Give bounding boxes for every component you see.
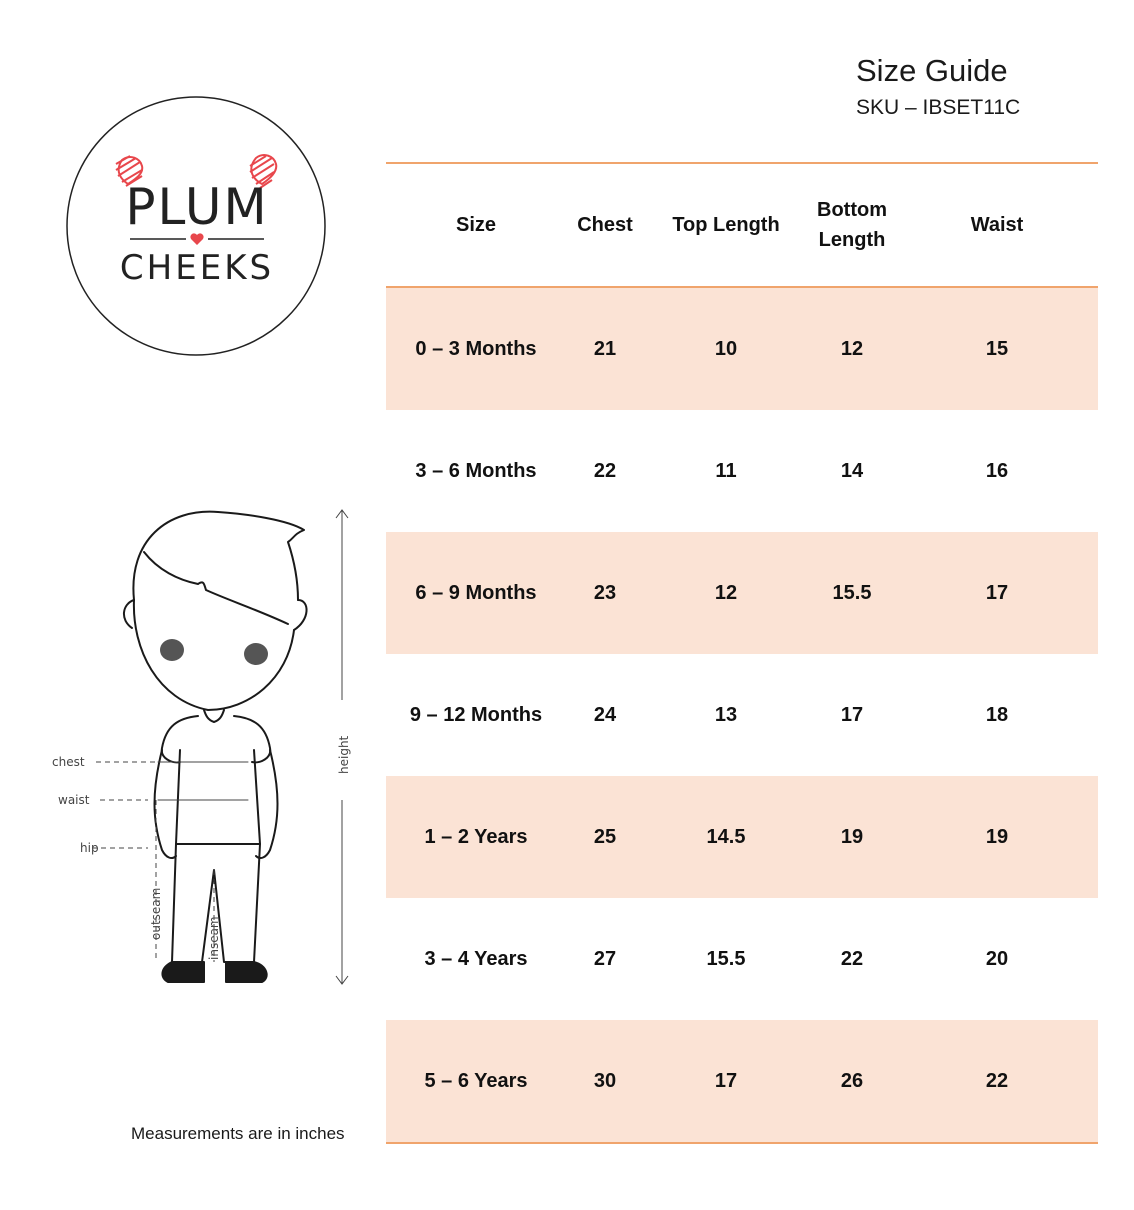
cell-top-length: 15.5: [706, 948, 746, 970]
cell-chest: 24: [593, 704, 617, 726]
cell-waist: 15: [985, 338, 1009, 360]
logo-text-plum: PLUM: [125, 178, 269, 236]
cell-waist: 22: [985, 1070, 1009, 1092]
cell-chest: 21: [593, 338, 617, 360]
cell-bottom-length: 19: [840, 826, 864, 848]
cell-waist: 17: [985, 582, 1009, 604]
cell-chest: 30: [593, 1070, 617, 1092]
table-bottom-rule: [386, 1142, 1098, 1144]
col-header-bottom-length-line1: Bottom: [817, 199, 887, 221]
cell-bottom-length: 26: [840, 1070, 864, 1092]
hip-label: hip: [80, 841, 99, 855]
logo-text-cheeks: CHEEKS: [119, 248, 275, 288]
cell-chest: 23: [593, 582, 617, 604]
page-title: Size Guide: [856, 53, 1008, 88]
brand-logo: [66, 96, 326, 356]
cell-bottom-length: 14: [840, 460, 864, 482]
table-row: [386, 410, 1098, 532]
cell-chest: 27: [593, 948, 617, 970]
col-header-bottom-length-line2: Length: [818, 229, 886, 251]
height-label: height: [337, 735, 351, 774]
cell-chest: 22: [593, 460, 617, 482]
col-header-bottom-length: [808, 195, 896, 255]
cell-size: 1 – 2 Years: [424, 826, 528, 848]
cell-top-length: 11: [715, 460, 737, 482]
cell-top-length: 17: [714, 1070, 738, 1092]
outseam-label: outseam: [149, 887, 163, 940]
sku-label: SKU – IBSET11C: [856, 96, 1021, 119]
table-row: [386, 1020, 1098, 1142]
cell-bottom-length: 15.5: [832, 582, 872, 604]
cheek-left-icon: [160, 639, 184, 661]
chest-label: chest: [52, 755, 85, 769]
cell-size: 6 – 9 Months: [415, 582, 537, 604]
col-header-waist: Waist: [970, 214, 1024, 236]
size-table: [386, 162, 1098, 1144]
table-row: [386, 288, 1098, 410]
boy-illustration: [48, 500, 360, 1000]
col-header-size: Size: [455, 214, 497, 236]
measurement-note: Measurements are in inches: [131, 1124, 345, 1143]
cell-size: 0 – 3 Months: [415, 338, 537, 360]
cell-bottom-length: 12: [840, 338, 864, 360]
cell-top-length: 14.5: [706, 826, 746, 848]
cheek-right-icon: [244, 643, 268, 665]
cell-size: 3 – 4 Years: [424, 948, 528, 970]
cell-top-length: 13: [714, 704, 738, 726]
cell-waist: 16: [985, 460, 1009, 482]
table-row: [386, 654, 1098, 776]
cell-size: 9 – 12 Months: [409, 704, 543, 726]
col-header-top-length: Top Length: [672, 214, 780, 236]
waist-label: waist: [58, 793, 90, 807]
cell-size: 5 – 6 Years: [424, 1070, 528, 1092]
cell-bottom-length: 17: [840, 704, 864, 726]
table-header-row: [386, 164, 1098, 286]
cell-chest: 25: [593, 826, 617, 848]
cell-size: 3 – 6 Months: [415, 460, 537, 482]
cell-waist: 20: [985, 948, 1009, 970]
table-row: [386, 776, 1098, 898]
cell-top-length: 12: [714, 582, 738, 604]
table-row: [386, 532, 1098, 654]
cell-bottom-length: 22: [840, 948, 864, 970]
cell-top-length: 10: [714, 338, 738, 360]
cell-waist: 18: [985, 704, 1009, 726]
inseam-label: inseam: [207, 916, 221, 960]
measurement-figure: [48, 500, 360, 1000]
logo-graphic: [66, 96, 326, 356]
cell-waist: 19: [985, 826, 1009, 848]
table-row: [386, 898, 1098, 1020]
title-block: [856, 52, 1020, 122]
col-header-chest: Chest: [577, 214, 633, 236]
